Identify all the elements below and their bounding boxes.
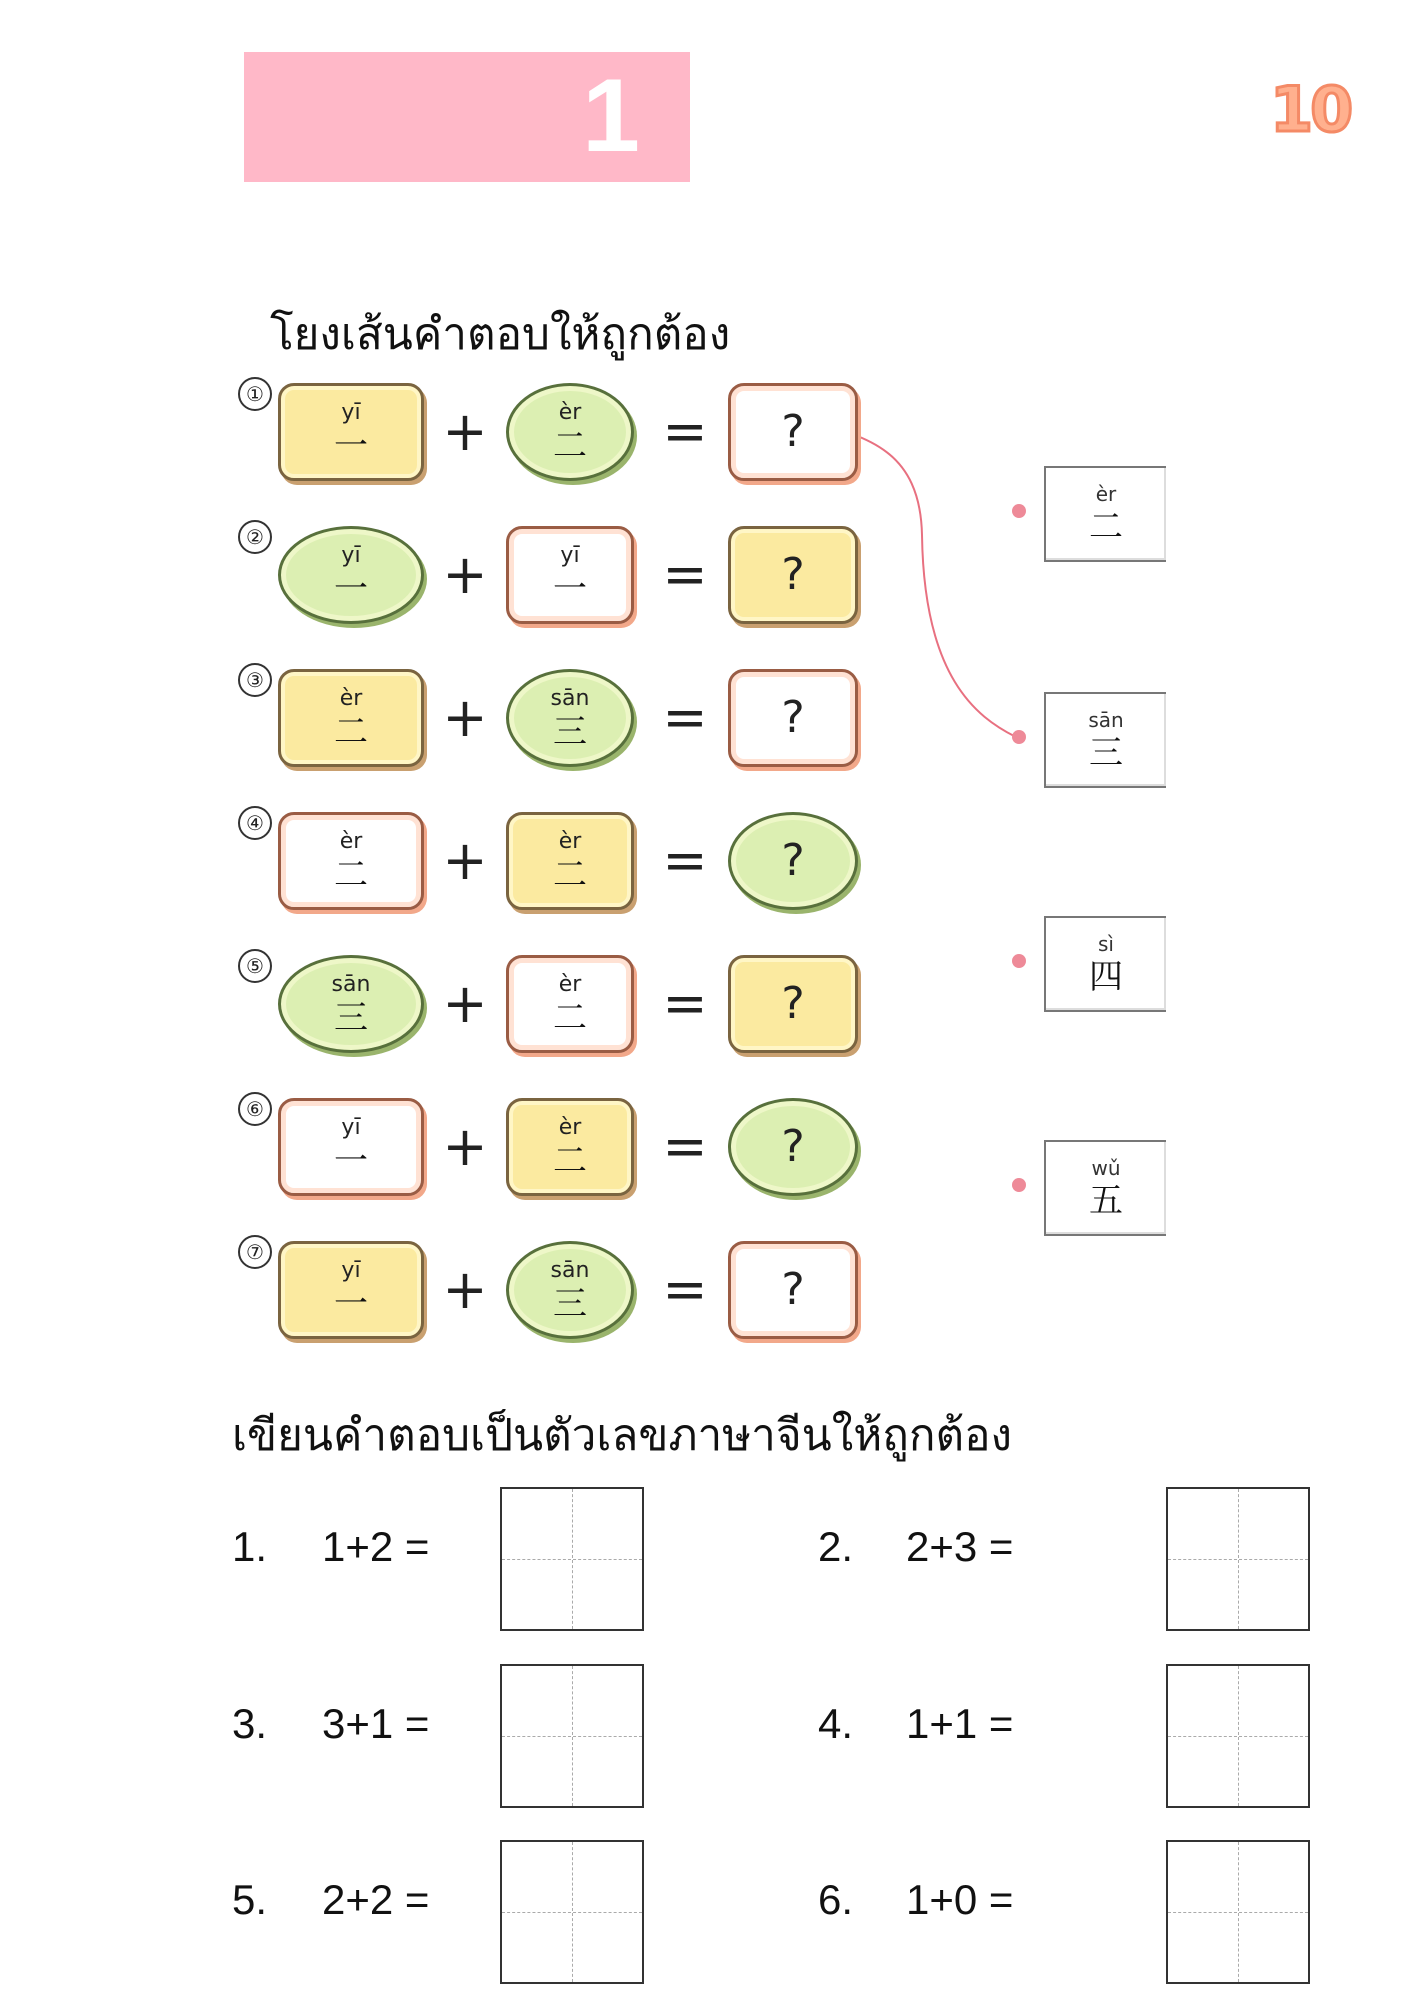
hanzi-label: 二	[553, 426, 587, 466]
answer-option[interactable]	[1044, 692, 1166, 788]
answer-slot-card[interactable]	[728, 812, 858, 910]
pinyin-label: yī	[341, 400, 361, 425]
pinyin-label: sì	[1098, 932, 1114, 956]
answer-slot-card[interactable]	[728, 383, 858, 481]
pinyin-label: yī	[341, 1258, 361, 1283]
equals-sign: =	[662, 400, 708, 463]
equation-row	[0, 661, 880, 781]
equation-row	[0, 804, 880, 924]
equation-number: ①	[238, 377, 272, 411]
equals-sign: =	[662, 543, 708, 606]
answer-slot-card[interactable]	[728, 669, 858, 767]
matching-instruction: โยงเส้นคำตอบให้ถูกต้อง	[270, 309, 731, 360]
question-number: 1.	[232, 1523, 268, 1570]
hanzi-label: 三	[1089, 733, 1123, 773]
hanzi-label: 一	[334, 1141, 368, 1181]
plus-sign: +	[442, 1115, 488, 1178]
question-number: 4.	[818, 1700, 854, 1747]
equation-row	[0, 947, 880, 1067]
writing-instruction: เขียนคำตอบเป็นตัวเลขภาษาจีนให้ถูกต้อง	[232, 1410, 1012, 1461]
hanzi-label: 一	[553, 569, 587, 609]
hanzi-label: 四	[1089, 957, 1123, 997]
page-number: 10	[1270, 73, 1351, 146]
equation-row	[0, 518, 880, 638]
lesson-number: 1	[582, 58, 640, 174]
equation-row	[0, 375, 880, 495]
hanzi-label: 三	[553, 712, 587, 752]
equation-row	[0, 1090, 880, 1210]
plus-sign: +	[442, 829, 488, 892]
connect-dot[interactable]	[1012, 504, 1026, 518]
pinyin-label: èr	[558, 400, 582, 425]
answer-slot-card[interactable]	[728, 1098, 858, 1196]
equals-sign: =	[662, 829, 708, 892]
answer-slot-card[interactable]	[728, 1241, 858, 1339]
pinyin-label: sān	[1088, 708, 1124, 732]
answer-slot-card[interactable]	[728, 955, 858, 1053]
plus-sign: +	[442, 686, 488, 749]
hanzi-label: 二	[334, 855, 368, 895]
answer-option[interactable]	[1044, 1140, 1166, 1236]
pinyin-label: sān	[331, 972, 371, 997]
pinyin-label: sān	[550, 686, 590, 711]
hanzi-label: 三	[553, 1284, 587, 1324]
number-card	[278, 1241, 424, 1339]
question-mark: ?	[781, 1121, 805, 1172]
connect-dot[interactable]	[1012, 954, 1026, 968]
answer-writing-box[interactable]	[500, 1487, 644, 1631]
equation-number: ③	[238, 663, 272, 697]
number-card	[506, 669, 634, 767]
hanzi-label: 二	[553, 1141, 587, 1181]
connect-dot[interactable]	[1012, 1178, 1026, 1192]
plus-sign: +	[442, 543, 488, 606]
pinyin-label: yī	[341, 1115, 361, 1140]
equation-number: ⑤	[238, 949, 272, 983]
number-card	[278, 526, 424, 624]
equation-number: ⑥	[238, 1092, 272, 1126]
pinyin-label: sān	[550, 1258, 590, 1283]
pinyin-label: èr	[558, 972, 582, 997]
number-card	[506, 526, 634, 624]
equation-number: ②	[238, 520, 272, 554]
pinyin-label: wǔ	[1091, 1156, 1121, 1180]
answer-writing-box[interactable]	[1166, 1840, 1310, 1984]
hanzi-label: 三	[334, 998, 368, 1038]
number-card	[506, 1098, 634, 1196]
question-expression: 1+2 =	[322, 1523, 430, 1570]
question-mark: ?	[781, 978, 805, 1029]
question-number: 2.	[818, 1523, 854, 1570]
equation-number: ④	[238, 806, 272, 840]
answer-option[interactable]	[1044, 466, 1166, 562]
pinyin-label: èr	[558, 1115, 582, 1140]
question-expression: 1+0 =	[906, 1876, 1014, 1923]
question-mark: ?	[781, 549, 805, 600]
hanzi-label: 一	[334, 1284, 368, 1324]
plus-sign: +	[442, 972, 488, 1035]
question-expression: 2+2 =	[322, 1876, 430, 1923]
question-expression: 1+1 =	[906, 1700, 1014, 1747]
number-card	[506, 1241, 634, 1339]
question-mark: ?	[781, 835, 805, 886]
equation-number: ⑦	[238, 1235, 272, 1269]
hanzi-label: 二	[553, 998, 587, 1038]
hanzi-label: 二	[1089, 507, 1123, 547]
question-number: 5.	[232, 1876, 268, 1923]
hanzi-label: 一	[334, 569, 368, 609]
question-number: 6.	[818, 1876, 854, 1923]
plus-sign: +	[442, 1258, 488, 1321]
hanzi-label: 二	[334, 712, 368, 752]
hanzi-label: 二	[553, 855, 587, 895]
equals-sign: =	[662, 1115, 708, 1178]
number-card	[278, 1098, 424, 1196]
question-expression: 2+3 =	[906, 1523, 1014, 1570]
connect-dot[interactable]	[1012, 730, 1026, 744]
number-card	[278, 669, 424, 767]
number-card	[278, 955, 424, 1053]
answer-writing-box[interactable]	[1166, 1664, 1310, 1808]
pinyin-label: èr	[1095, 482, 1117, 506]
pinyin-label: èr	[339, 686, 363, 711]
answer-writing-box[interactable]	[500, 1840, 644, 1984]
question-mark: ?	[781, 406, 805, 457]
question-mark: ?	[781, 1264, 805, 1315]
pinyin-label: èr	[339, 829, 363, 854]
number-card	[278, 812, 424, 910]
equals-sign: =	[662, 972, 708, 1035]
answer-writing-box[interactable]	[1166, 1487, 1310, 1631]
answer-option[interactable]	[1044, 916, 1166, 1012]
hanzi-label: 五	[1089, 1181, 1123, 1221]
question-mark: ?	[781, 692, 805, 743]
answer-writing-box[interactable]	[500, 1664, 644, 1808]
number-card	[506, 955, 634, 1053]
question-number: 3.	[232, 1700, 268, 1747]
pinyin-label: yī	[341, 543, 361, 568]
equals-sign: =	[662, 686, 708, 749]
pinyin-label: èr	[558, 829, 582, 854]
number-card	[278, 383, 424, 481]
equals-sign: =	[662, 1258, 708, 1321]
number-card	[506, 812, 634, 910]
answer-slot-card[interactable]	[728, 526, 858, 624]
plus-sign: +	[442, 400, 488, 463]
number-card	[506, 383, 634, 481]
hanzi-label: 一	[334, 426, 368, 466]
pinyin-label: yī	[560, 543, 580, 568]
equation-row	[0, 1233, 880, 1353]
question-expression: 3+1 =	[322, 1700, 430, 1747]
